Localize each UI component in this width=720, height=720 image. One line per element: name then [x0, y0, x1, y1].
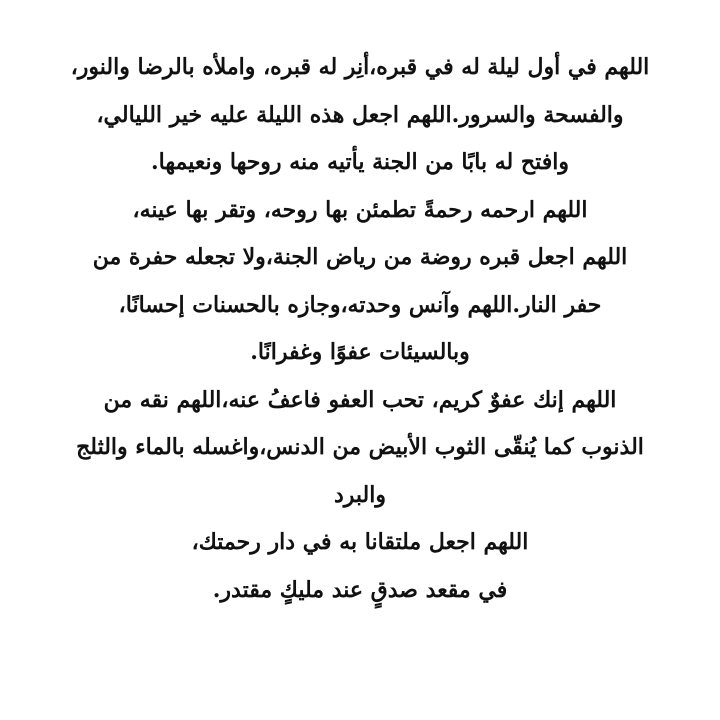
text-line: اللهم اجعل قبره روضة من رياض الجنة،ولا تجعله حفرة من: [92, 244, 628, 270]
text-line: وافتح له بابًا من الجنة يأتيه منه روحها ونعيمها.: [150, 149, 569, 175]
text-line: الذنوب كما يُنقّى الثوب الأبيض من الدنس،واغسله بالماء والثلج: [76, 434, 644, 460]
text-line: والفسحة والسرور.اللهم اجعل هذه الليلة عليه خير الليالي،: [96, 101, 624, 128]
text-line: اللهم ارحمه رحمةً تطمئن بها روحه، وتقر بها عينه،: [132, 196, 588, 223]
prayer-text: [30, 44, 690, 614]
text-line: اللهم في أول ليلة له في قبره،أنِر له قبره، واملأه بالرضا والنور،: [70, 54, 650, 80]
text-line: اللهم اجعل ملتقانا به في دار رحمتك،: [191, 529, 529, 555]
text-line: في مقعد صدقٍ عند مليكٍ مقتدر.: [212, 576, 508, 603]
text-line: حفر النار.اللهم وآنس وحدته،وجازه بالحسنات إحسانًا،: [118, 291, 602, 318]
text-line: اللهم إنك عفوٌ كريم، تحب العفو فاعفُ عنه،اللهم نقه من: [103, 386, 617, 413]
text-line: وبالسيئات عفوًا وغفرانًا.: [250, 339, 470, 365]
text-line: والبرد: [333, 481, 386, 508]
